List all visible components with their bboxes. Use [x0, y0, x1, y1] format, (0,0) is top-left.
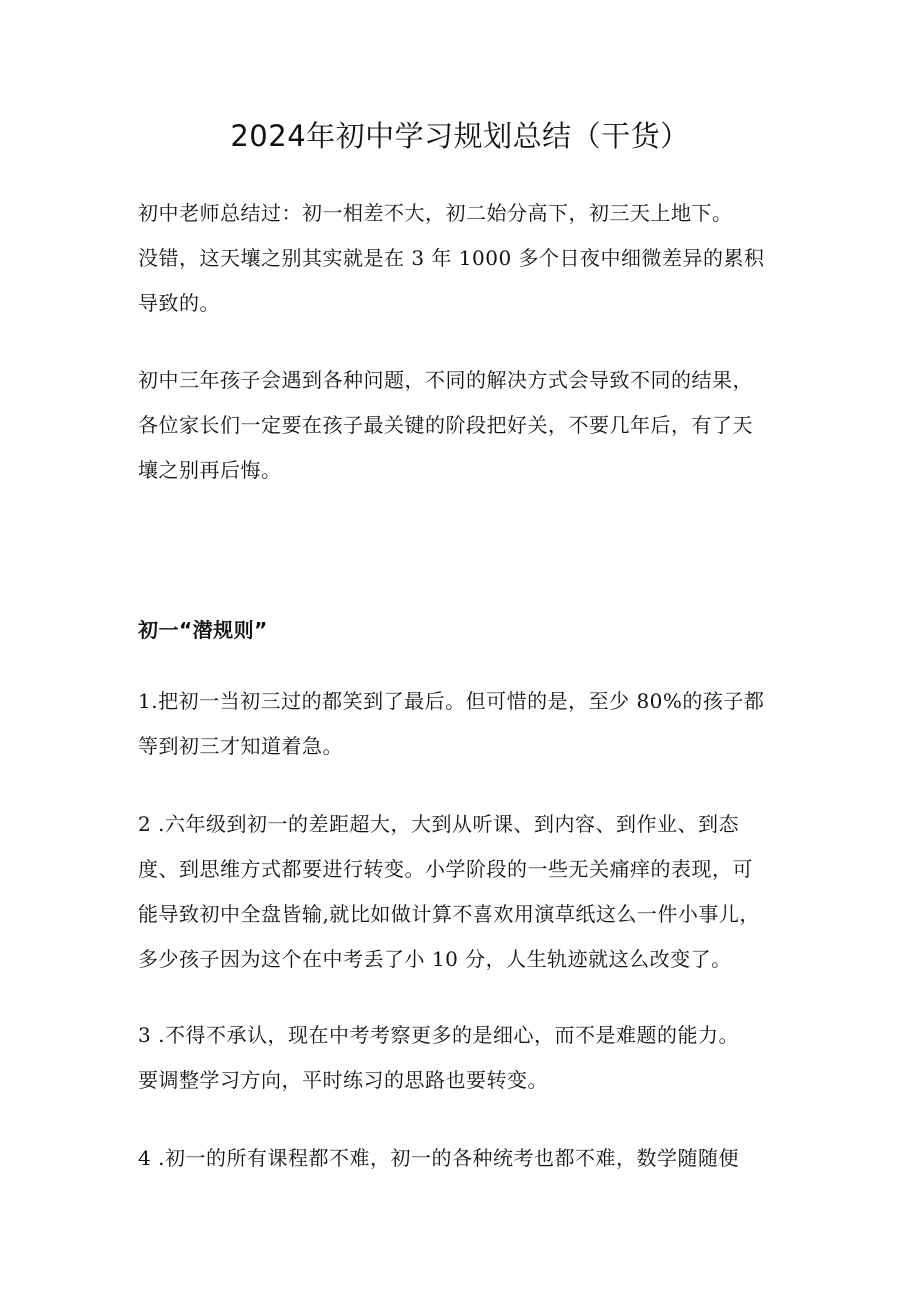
text-line: 初中三年孩子会遇到各种问题，不同的解决方式会导致不同的结果，: [138, 368, 753, 392]
text-line: 各位家长们一定要在孩子最关键的阶段把好关，不要几年后，有了天: [138, 413, 753, 437]
text-line: 初中老师总结过：初一相差不大，初二始分高下，初三天上地下。: [138, 201, 733, 225]
list-item-3: [138, 1018, 790, 1098]
text-line: 等到初三才知道着急。: [138, 734, 343, 758]
text-line: 要调整学习方向，平时练习的思路也要转变。: [138, 1068, 548, 1092]
text-line: 2 .六年级到初一的差距超大，大到从听课、到内容、到作业、到态: [138, 812, 739, 836]
text-line: 1.把初一当初三过的都笑到了最后。但可惜的是，至少 80%的孩子都: [138, 689, 765, 713]
list-item-1: [138, 684, 790, 764]
document-title: 2024年初中学习规划总结（干货）: [230, 119, 690, 153]
text-line: 4 .初一的所有课程都不难，初一的各种统考也都不难，数学随随便: [138, 1146, 739, 1170]
text-line: 壤之别再后悔。: [138, 458, 282, 482]
text-line: 没错，这天壤之别其实就是在 3 年 1000 多个日夜中细微差异的累积: [138, 246, 765, 270]
text-line: 能导致初中全盘皆输,就比如做计算不喜欢用演草纸这么一件小事儿，: [138, 902, 760, 926]
text-line: 导致的。: [138, 291, 220, 315]
text-line: 3 .不得不承认，现在中考考察更多的是细心，而不是难题的能力。: [138, 1023, 739, 1047]
intro-paragraph-1: [138, 196, 790, 321]
intro-paragraph-2: [138, 363, 790, 488]
list-item-2: [138, 807, 790, 977]
list-item-4: [138, 1141, 790, 1176]
text-line: 度、到思维方式都要进行转变。小学阶段的一些无关痛痒的表现，可: [138, 857, 753, 881]
section-heading: 初一“潜规则”: [138, 618, 268, 642]
text-line: 多少孩子因为这个在中考丢了小 10 分，人生轨迹就这么改变了。: [138, 947, 732, 971]
